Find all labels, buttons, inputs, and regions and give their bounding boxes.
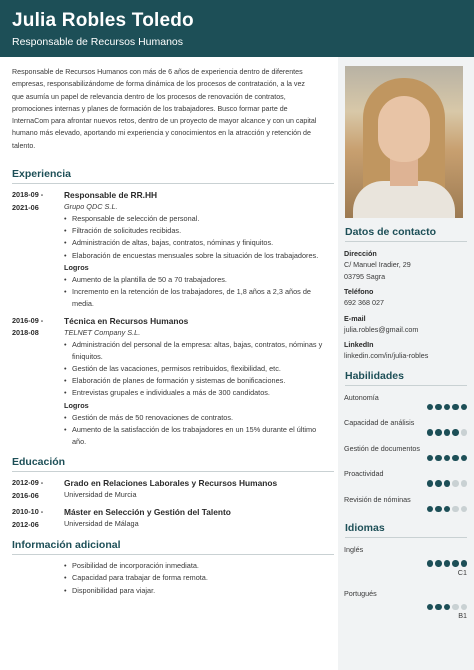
achievement-list <box>64 412 334 449</box>
list-item: • Aumento de la plantilla de 50 a 70 trabajadores. <box>64 274 334 286</box>
entry-details <box>64 477 334 502</box>
section-title-skills: Habilidades <box>345 370 467 386</box>
level-dot-filled <box>444 506 451 513</box>
skill-item <box>344 417 467 436</box>
skill-name: Proactividad <box>344 469 384 478</box>
entry-details <box>64 506 334 531</box>
level-dot-filled <box>435 480 442 487</box>
end-date: 2016-06 <box>12 490 39 500</box>
level-dot-filled <box>452 560 459 567</box>
degree-title: Máster en Selección y Gestión del Talento <box>64 507 231 518</box>
level-dot-filled <box>427 455 434 462</box>
achievements-label: Logros <box>64 262 89 272</box>
level-dots <box>344 404 467 411</box>
level-dot-empty <box>461 506 468 513</box>
task-list <box>64 339 334 400</box>
entry-dates <box>12 189 64 310</box>
education-entry <box>12 506 334 531</box>
end-date: 2018-08 <box>12 328 39 337</box>
role-title: Técnica en Recursos Humanos <box>64 315 189 326</box>
email-label: E-mail <box>344 313 366 323</box>
company-name: Grupo QDC S.L. <box>64 202 118 212</box>
start-date: 2010-10 - <box>12 507 44 517</box>
entry-details <box>64 315 334 449</box>
photo-face <box>378 96 430 162</box>
language-item <box>344 544 467 578</box>
level-dot-filled <box>435 560 442 567</box>
list-item: • Capacidad para trabajar de forma remota. <box>64 572 334 584</box>
experience-entry <box>12 189 334 310</box>
additional-info-body <box>12 560 334 597</box>
skill-item <box>344 392 467 411</box>
level-dot-filled <box>444 604 451 611</box>
level-dots <box>344 480 467 487</box>
list-item: • Administración de altas, bajas, contratos, nóminas y finiquitos. <box>64 237 334 249</box>
role-title: Responsable de RR.HH <box>64 190 158 201</box>
languages-list <box>338 544 474 621</box>
skill-name: Gestión de documentos <box>344 443 420 453</box>
list-item: • Incremento en la retención de los trabajadores, de 1,8 años a 2,3 años de <box>64 286 334 298</box>
contact-section <box>338 226 474 631</box>
list-item: • Responsable de selección de personal. <box>64 213 334 225</box>
level-dot-filled <box>452 455 459 462</box>
entry-dates <box>12 477 64 502</box>
education-section <box>12 456 334 531</box>
phone-label: Teléfono <box>344 287 374 296</box>
education-entry <box>12 477 334 502</box>
section-title-education: Educación <box>12 456 334 472</box>
candidate-name: Julia Robles Toledo <box>12 10 194 31</box>
linkedin-link[interactable]: linkedin.com/in/julia-robles <box>344 351 429 360</box>
additional-info-section <box>12 539 334 597</box>
language-item <box>344 588 467 622</box>
section-title-contact: Datos de contacto <box>345 226 467 242</box>
summary-line: promociones internas y planes de formación de los trabajadores. Busco formar parte de <box>12 104 288 113</box>
entry-dates <box>12 506 64 531</box>
level-dots <box>344 506 467 513</box>
skill-item <box>344 468 467 487</box>
level-dot-empty <box>452 480 459 487</box>
sidebar <box>338 57 474 670</box>
level-dot-filled <box>444 455 451 462</box>
start-date: 2012-09 - <box>12 478 44 488</box>
list-item-continuation: finiquitos. <box>72 351 103 361</box>
end-date: 2012-06 <box>12 519 39 529</box>
contact-address <box>344 248 474 282</box>
level-dots <box>344 455 467 462</box>
summary-line: humano más elevado, aportando mi experiencia y conocimientos en la atracción y retención de <box>12 129 311 138</box>
list-item-continuation: año. <box>72 436 87 446</box>
summary-line: Responsable de Recursos Humanos con más de 6 años de experiencia dentro de diferentes <box>12 68 303 76</box>
profile-photo <box>345 66 463 218</box>
header <box>0 0 474 57</box>
skill-name: Autonomía <box>344 392 379 402</box>
list-item: • Elaboración de planes de formación y sistemas de bonificaciones. <box>64 375 334 387</box>
level-dot-filled <box>427 604 434 611</box>
skill-name: Revisión de nóminas <box>344 494 411 504</box>
list-item: • Entrevistas grupales e individuales a más de 300 candidatos. <box>64 387 334 399</box>
level-dot-filled <box>452 429 459 436</box>
degree-title: Grado en Relaciones Laborales y Recursos Humanos <box>64 478 278 489</box>
list-item: • Filtración de solicitudes recibidas. <box>64 225 334 237</box>
end-date: 2021-06 <box>12 202 39 212</box>
language-level: B1 <box>458 611 467 620</box>
level-dot-filled <box>427 480 434 487</box>
job-title: Responsable de Recursos Humanos <box>12 36 184 48</box>
achievement-list <box>64 274 334 311</box>
phone-value: 692 368 027 <box>344 298 384 307</box>
level-dot-empty <box>452 506 459 513</box>
summary-line: que asumía un papel de relevancia dentro de los procesos de renovación de contratos, <box>12 92 286 101</box>
email-link[interactable]: julia.robles@gmail.com <box>344 324 419 334</box>
level-dot-filled <box>444 480 451 487</box>
list-item: • Administración del personal de la empresa: altas, bajas, contratos, nóminas y <box>64 339 334 351</box>
achievements-label: Logros <box>64 400 89 410</box>
level-dot-filled <box>461 560 468 567</box>
level-dot-filled <box>435 429 442 436</box>
section-title-additional: Información adicional <box>12 539 334 555</box>
skill-item <box>344 494 467 513</box>
level-dot-filled <box>444 429 451 436</box>
level-dot-filled <box>427 506 434 513</box>
level-dot-empty <box>461 480 468 487</box>
main-column <box>12 66 334 597</box>
level-dot-filled <box>435 604 442 611</box>
level-dot-filled <box>444 404 451 411</box>
list-item: • Disponibilidad para viajar. <box>64 585 334 597</box>
level-dot-filled <box>427 429 434 436</box>
task-list <box>64 213 334 262</box>
summary-line: InternaCom para afrontar nuevos retos, dentro de un proyecto de mayor alcance y con un capital <box>12 117 317 126</box>
list-item: • Posibilidad de incorporación inmediata. <box>64 560 334 572</box>
language-level: C1 <box>457 567 467 577</box>
skill-item <box>344 443 467 462</box>
contact-email <box>344 313 474 336</box>
company-name: TELNET Company S.L. <box>64 327 141 337</box>
list-item: • Gestión de más de 50 renovaciones de contratos. <box>64 412 334 424</box>
list-item: • Gestión de las vacaciones, permisos retribuidos, flexibilidad, etc. <box>64 363 334 375</box>
summary-line: empresas, responsabilizándome de forma dinámica de los procesos de contratación, a la vez <box>12 80 305 89</box>
level-dot-filled <box>427 560 434 567</box>
list-item-continuation: media. <box>72 299 94 309</box>
contact-phone <box>344 286 474 309</box>
list-item: • Aumento de la satisfacción de los trabajadores en un 15% durante el último <box>64 424 334 436</box>
level-dot-filled <box>427 404 434 411</box>
level-dot-empty <box>461 429 468 436</box>
entry-details <box>64 189 334 310</box>
additional-list <box>64 560 334 597</box>
address-label: Dirección <box>344 249 377 258</box>
level-dot-filled <box>461 455 468 462</box>
level-dots <box>344 429 467 436</box>
summary-line: talento. <box>12 141 36 150</box>
school-name: Universidad de Murcia <box>64 490 137 500</box>
address-line: C/ Manuel Iradier, 29 <box>344 260 411 269</box>
start-date: 2018-09 - <box>12 190 44 200</box>
level-dot-filled <box>461 404 468 411</box>
experience-section <box>12 168 334 448</box>
level-dot-filled <box>452 404 459 411</box>
entry-dates <box>12 315 64 449</box>
level-dot-filled <box>435 404 442 411</box>
level-dot-filled <box>444 560 451 567</box>
skill-name: Capacidad de análisis <box>344 418 415 427</box>
section-title-languages: Idiomas <box>345 522 467 538</box>
list-item: • Elaboración de encuestas mensuales sobre la situación de los trabajadores. <box>64 250 334 262</box>
section-title-experience: Experiencia <box>12 168 334 184</box>
start-date: 2016-09 - <box>12 315 44 325</box>
address-line: 03795 Sagra <box>344 271 386 281</box>
level-dot-filled <box>435 506 442 513</box>
experience-entry <box>12 315 334 449</box>
contact-linkedin <box>344 339 474 362</box>
skills-list <box>338 392 474 513</box>
linkedin-label: LinkedIn <box>344 340 374 349</box>
profile-summary <box>12 66 334 152</box>
school-name: Universidad de Málaga <box>64 519 139 529</box>
level-dot-filled <box>435 455 442 462</box>
photo-shirt <box>353 181 455 218</box>
language-name: Portugués <box>344 588 377 598</box>
language-name: Inglés <box>344 545 364 554</box>
